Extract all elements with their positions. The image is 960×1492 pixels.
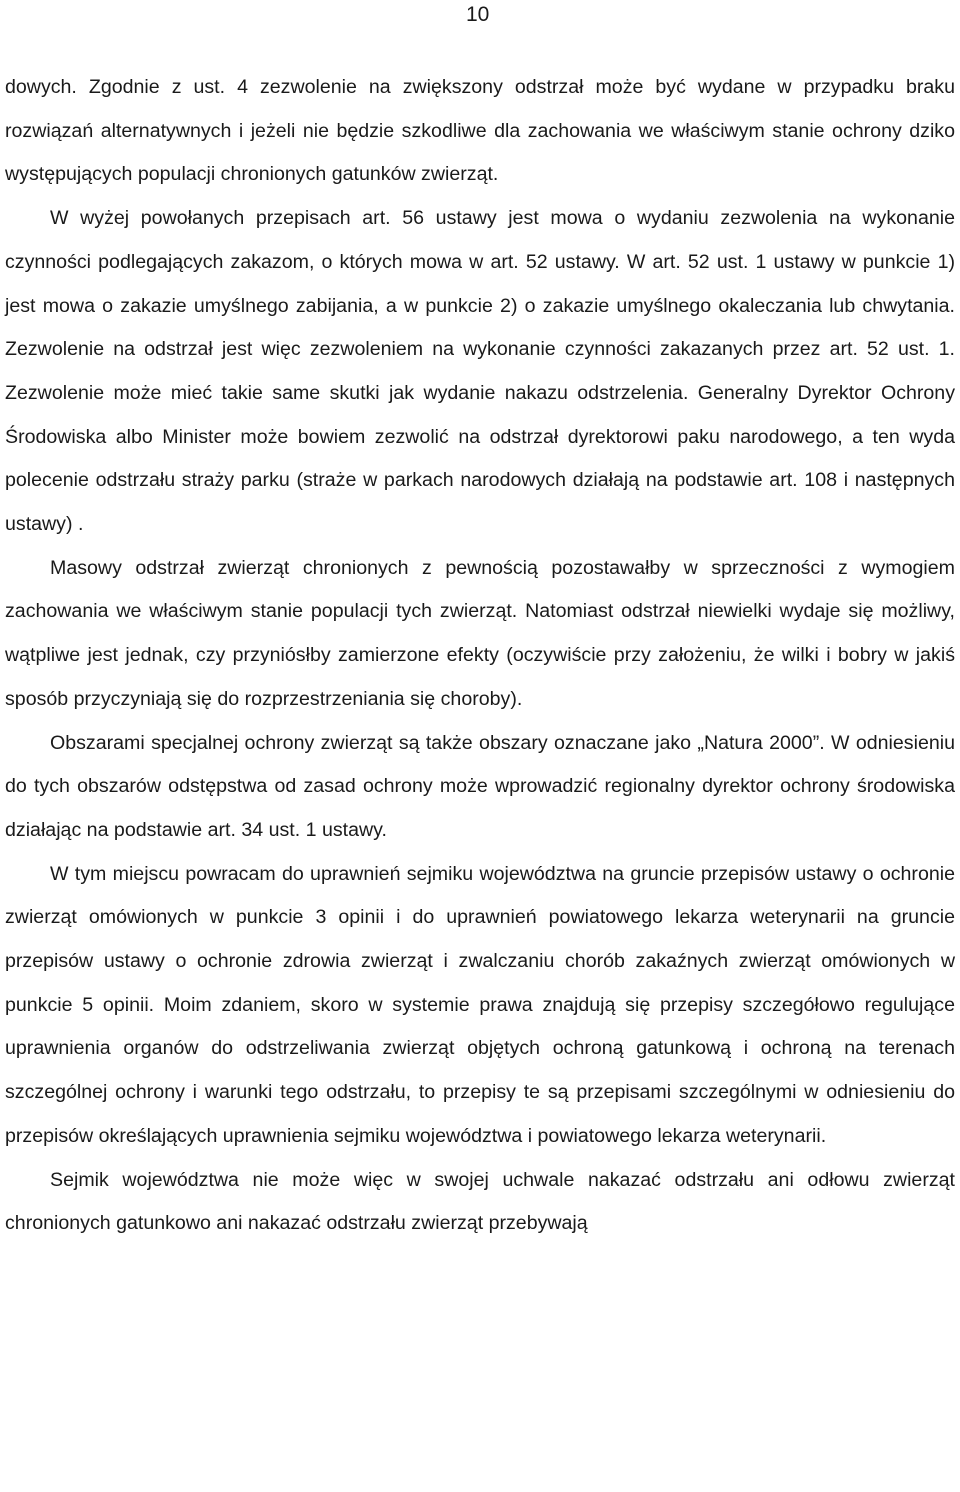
paragraph-mass-culling: Masowy odstrzał zwierząt chronionych z pewnością pozostawałby w sprzeczności z wymogiem zachowania we właściwym stanie populacji tych zwierząt. Natomiast odstrzał niewielki wydaje się możliwy, wątpliwe jest jednak, czy przyniósłby zamierzone efekty (oczywiście przy założeniu, że wilki i bobry w jakiś sposób przyczyniają się do rozprzestrzeniania się choroby). (5, 556, 955, 710)
paragraph-continuation: dowych. Zgodnie z ust. 4 zezwolenie na zwiększony odstrzał może być wydane w przypadku braku rozwiązań alternatywnych i jeżeli nie będzie szkodliwe dla zachowania we właściwym stanie ochrony dziko występujących populacji chronionych gatunków zwierząt. (5, 76, 955, 186)
paragraph-regional-authority: W tym miejscu powracam do uprawnień sejmiku województwa na gruncie przepisów ustawy o ochronie zwierząt omówionych w punkcie 3 opinii i do uprawnień powiatowego lekarza weterynarii na gruncie przepisów ustawy o ochronie zdrowia zwierząt i zwalczaniu chorób zakaźnych zwierząt omówionych w punkcie 5 opinii. Moim zdaniem, skoro w systemie prawa znajdują się przepisy szczegółowo regulujące uprawnienia organów do odstrzeliwania zwierząt objętych ochroną gatunkową i ochroną na terenach szczególnej ochrony i warunki tego odstrzału, to przepisy te są przepisami szczególnymi w odniesieniu do przepisów określających uprawnienia sejmiku województwa i powiatowego lekarza weterynarii. (5, 862, 955, 1147)
paragraph-natura-2000: Obszarami specjalnej ochrony zwierząt są także obszary oznaczane jako „Natura 2000”. W odniesieniu do tych obszarów odstępstwa od zasad ochrony może wprowadzić regionalny dyrektor ochrony środowiska działając na podstawie art. 34 ust. 1 ustawy. (5, 731, 955, 841)
document-body (5, 66, 955, 1246)
page-number: 10 (466, 3, 490, 26)
paragraph-art-56: W wyżej powołanych przepisach art. 56 ustawy jest mowa o wydaniu zezwolenia na wykonanie czynności podlegających zakazom, o których mowa w art. 52 ustawy. W art. 52 ust. 1 ustawy w punkcie 1) jest mowa o zakazie umyślnego zabijania, a w punkcie 2) o zakazie umyślnego okaleczania lub chwytania. Zezwolenie na odstrzał jest więc zezwoleniem na wykonanie czynności zakazanych przez art. 52 ust. 1. Zezwolenie może mieć takie same skutki jak wydanie nakazu odstrzelenia. Generalny Dyrektor Ochrony Środowiska albo Minister może bowiem zezwolić na odstrzał dyrektorowi paku narodowego, a ten wyda polecenie odstrzału straży parku (straże w parkach narodowych działają na podstawie art. 108 i następnych ustawy) . (5, 207, 955, 536)
paragraph-conclusion: Sejmik województwa nie może więc w swojej uchwale nakazać odstrzału ani odłowu zwierząt chronionych gatunkowo ani nakazać odstrzału zwierząt przebywają (5, 1168, 955, 1235)
